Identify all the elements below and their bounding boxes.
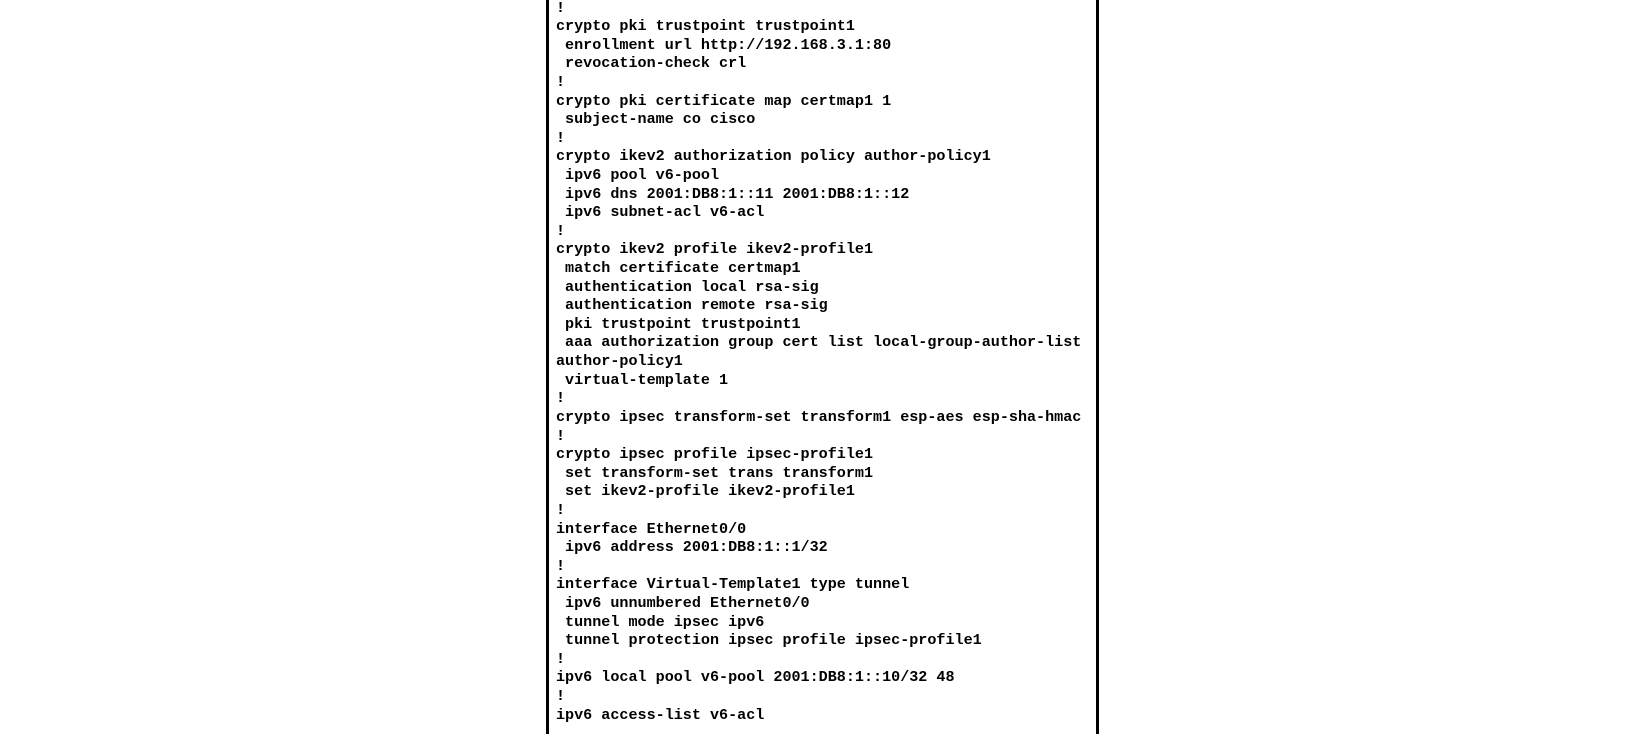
config-line: ! [556, 128, 566, 147]
config-line: ! [556, 389, 566, 408]
config-line: ! [556, 556, 566, 575]
config-line: ! [556, 687, 566, 706]
config-line: interface Ethernet0/0 [556, 519, 747, 538]
config-line: crypto ikev2 authorization policy author-policy1 [556, 147, 991, 166]
config-line: ! [556, 500, 566, 519]
config-line: ipv6 pool v6-pool [556, 165, 720, 184]
config-line: crypto ikev2 profile ikev2-profile1 [556, 240, 874, 259]
config-line: authentication local rsa-sig [556, 277, 819, 296]
config-line: ipv6 access-list v6-acl [556, 705, 765, 724]
config-line: ! [556, 649, 566, 668]
config-line: enrollment url http://192.168.3.1:80 [556, 35, 892, 54]
config-line: interface Virtual-Template1 type tunnel [556, 575, 910, 594]
config-line: ! [556, 426, 566, 445]
config-line: match certificate certmap1 [556, 259, 801, 278]
config-line: ipv6 dns 2001:DB8:1::11 2001:DB8:1::12 [556, 184, 910, 203]
config-line: pki trustpoint trustpoint1 [556, 314, 801, 333]
config-listing [556, 0, 1081, 724]
config-line: tunnel protection ipsec profile ipsec-profile1 [556, 631, 982, 650]
config-line: ! [556, 221, 566, 240]
config-line: ipv6 address 2001:DB8:1::1/32 [556, 538, 828, 557]
config-line: authentication remote rsa-sig [556, 296, 828, 315]
config-line: aaa authorization group cert list local-group-author-list [556, 333, 1082, 352]
config-line: crypto ipsec profile ipsec-profile1 [556, 445, 874, 464]
config-line: tunnel mode ipsec ipv6 [556, 612, 765, 631]
config-line: ipv6 local pool v6-pool 2001:DB8:1::10/32 48 [556, 668, 955, 687]
config-line: ! [556, 72, 566, 91]
config-line: author-policy1 [556, 352, 683, 371]
config-line: crypto ipsec transform-set transform1 esp-aes esp-sha-hmac [556, 407, 1082, 426]
config-line: revocation-check crl [556, 54, 747, 73]
config-line: set transform-set trans transform1 [556, 463, 874, 482]
config-line: ! [556, 0, 566, 17]
config-line: subject-name co cisco [556, 110, 756, 129]
config-line: ipv6 unnumbered Ethernet0/0 [556, 594, 810, 612]
config-line: set ikev2-profile ikev2-profile1 [556, 482, 855, 501]
config-line: crypto pki certificate map certmap1 1 [556, 91, 892, 110]
config-listing-frame [546, 0, 1099, 734]
config-line: virtual-template 1 [556, 370, 729, 389]
config-line: crypto pki trustpoint trustpoint1 [556, 17, 855, 36]
config-line: ipv6 subnet-acl v6-acl [556, 203, 765, 222]
